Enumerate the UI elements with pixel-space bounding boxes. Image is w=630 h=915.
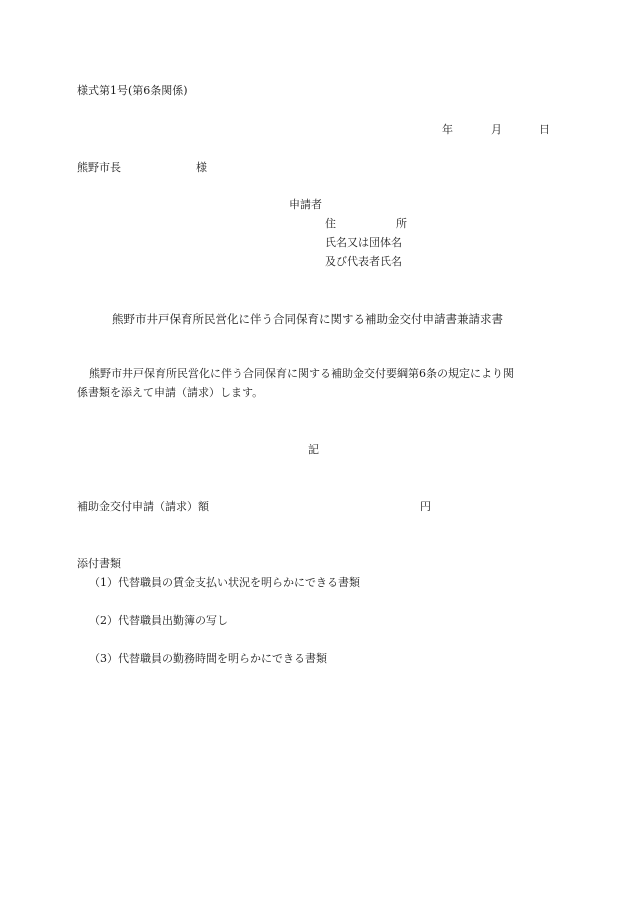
applicant-address-label-b: 所 [396,217,407,230]
applicant-heading: 申請者 [289,198,322,211]
amount-label: 補助金交付申請（請求）額 [77,500,209,513]
addressee-name: 熊野市長 [77,161,121,174]
body-text-line2: 係書類を添えて申請（請求）します。 [77,386,264,399]
applicant-address-label-a: 住 [325,217,336,230]
ki-label: 記 [308,443,319,456]
attachment-item-3: （3）代替職員の勤務時間を明らかにできる書類 [89,652,327,665]
attachments-heading: 添付書類 [77,557,121,570]
body-text-line1: 熊野市井戸保育所民営化に伴う合同保育に関する補助金交付要綱第6条の規定により関 [89,367,514,380]
applicant-representative-label: 及び代表者氏名 [325,255,402,268]
amount-unit: 円 [420,500,431,513]
date-year-label: 年 [442,123,453,136]
addressee-honorific: 様 [196,161,207,174]
applicant-name-label: 氏名又は団体名 [325,236,402,249]
document-title: 熊野市井戸保育所民営化に伴う合同保育に関する補助金交付申請書兼請求書 [112,312,503,326]
attachment-item-2: （2）代替職員出勤簿の写し [89,614,228,627]
attachment-item-1: （1）代替職員の賃金支払い状況を明らかにできる書類 [89,576,360,589]
form-number-label: 様式第1号(第6条関係) [77,84,188,97]
date-month-label: 月 [491,123,502,136]
date-day-label: 日 [539,123,550,136]
